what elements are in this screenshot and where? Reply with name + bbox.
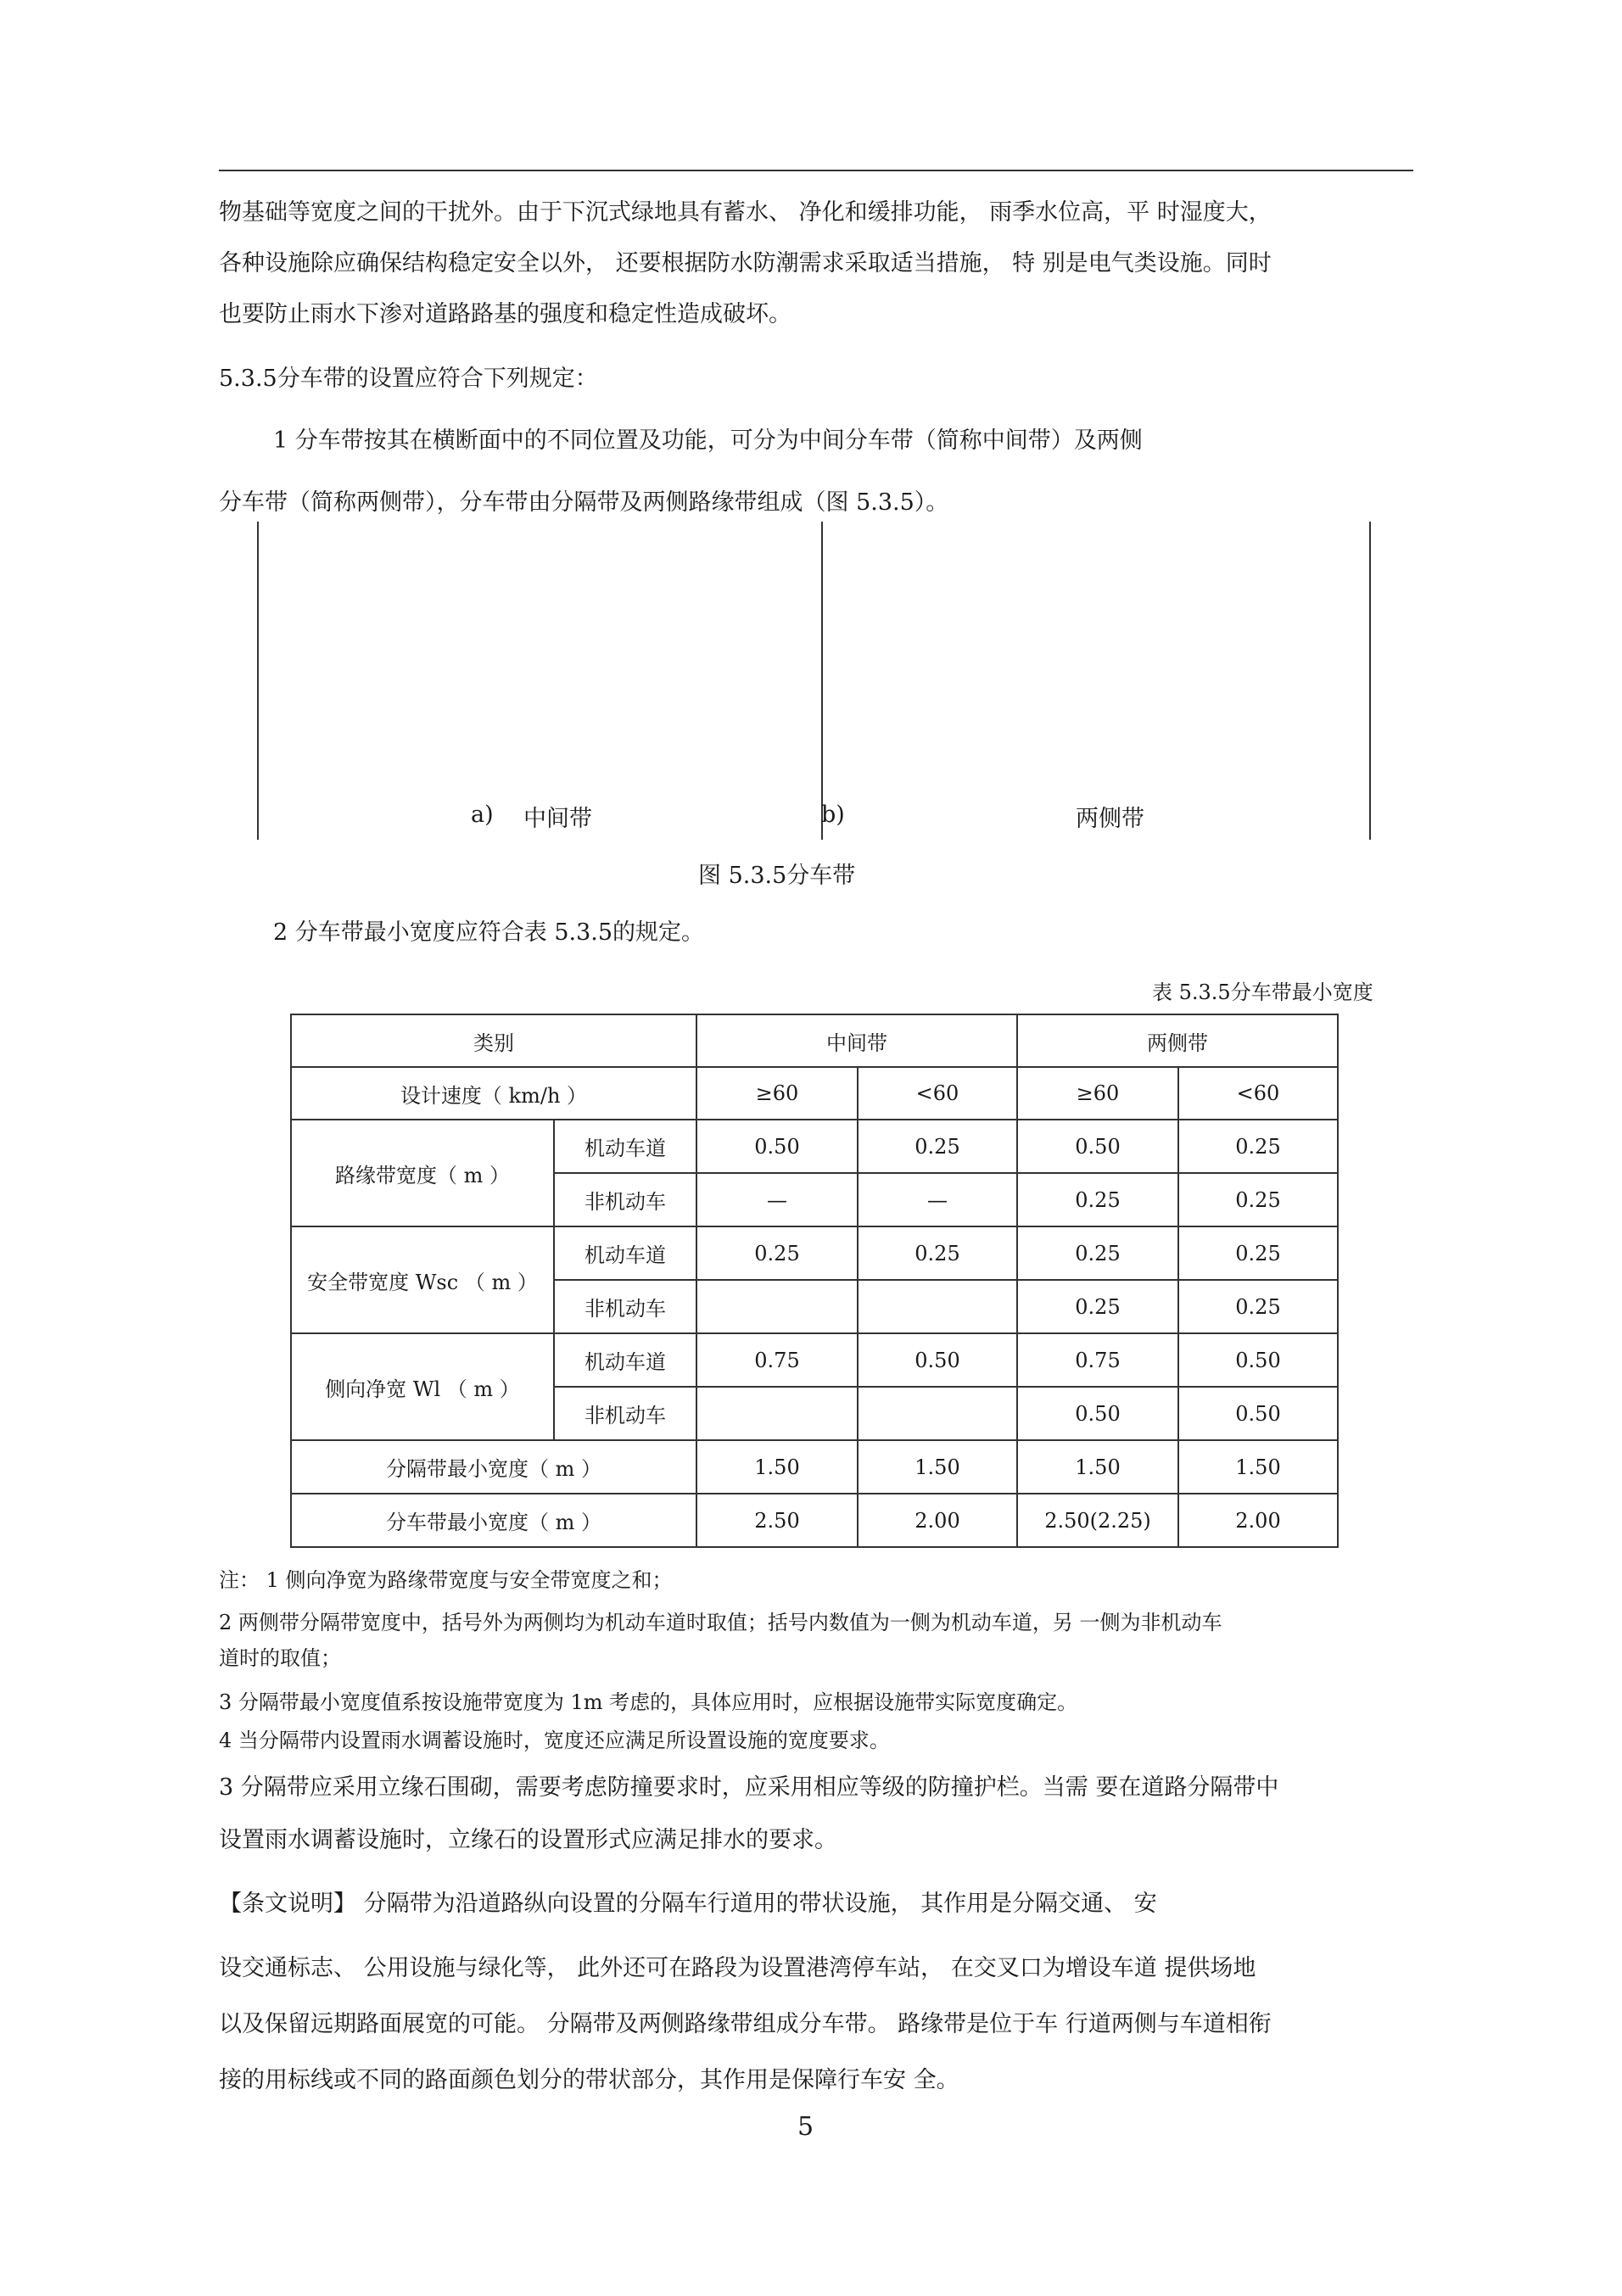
note-line: 注： 1 侧向净宽为路缘带宽度与安全带宽度之和； — [219, 1568, 673, 1592]
table-caption: 表 5.3.5分车带最小宽度 — [1152, 980, 1373, 1004]
value-cell: 0.50 — [696, 1120, 858, 1173]
value-cell: 0.75 — [1017, 1333, 1178, 1387]
total-label: 分隔带最小宽度（ m ） — [291, 1440, 696, 1494]
explanation-line: 接的用标线或不同的路面颜色划分的带状部分，其作用是保障行车安 全。 — [219, 2067, 959, 2093]
min-width-table — [290, 1014, 1339, 1548]
explanation-line: 【条文说明】 分隔带为沿道路纵向设置的分隔车行道用的带状设施， 其作用是分隔交通、 安 — [219, 1891, 1157, 1917]
header-category: 类别 — [291, 1014, 696, 1067]
figure-a-prefix: a) — [471, 802, 494, 828]
sub-label: 机动车道 — [554, 1333, 696, 1387]
value-cell: 2.50(2.25) — [1017, 1494, 1178, 1547]
note-line: 4 当分隔带内设置雨水调蓄设施时，宽度还应满足所设置设施的宽度要求。 — [219, 1729, 890, 1752]
group-label: 安全带宽度 Wsc （ m ） — [291, 1226, 554, 1333]
figure-b-prefix: b) — [821, 802, 845, 828]
item-3-line: 设置雨水调蓄设施时，立缘石的设置形式应满足排水的要求。 — [219, 1827, 837, 1853]
value-cell: 0.75 — [696, 1333, 858, 1387]
header-rule — [219, 170, 1413, 171]
header-middle: 中间带 — [696, 1014, 1017, 1067]
header-sides: 两侧带 — [1017, 1014, 1338, 1067]
value-cell: 0.25 — [1178, 1173, 1338, 1226]
paragraph-line: 各种设施除应确保结构稳定安全以外， 还要根据防水防潮需求采取适当措施， 特 别是电气类设施。同时 — [219, 250, 1272, 277]
value-cell: 1.50 — [696, 1440, 858, 1494]
clause-heading: 5.3.5分车带的设置应符合下列规定： — [219, 366, 598, 392]
speed-cell: ≥60 — [1017, 1067, 1178, 1120]
value-cell: 0.50 — [858, 1333, 1017, 1387]
sub-label: 机动车道 — [554, 1120, 696, 1173]
item-1-line: 1 分车带按其在横断面中的不同位置及功能，可分为中间分车带（简称中间带）及两侧 — [273, 427, 1143, 454]
paragraph-line: 也要防止雨水下渗对道路路基的强度和稳定性造成破坏。 — [219, 301, 791, 327]
item-2: 2 分车带最小宽度应符合表 5.3.5的规定。 — [273, 919, 705, 946]
note-line: 3 分隔带最小宽度值系按设施带宽度为 1m 考虑的，具体应用时，应根据设施带实际宽度确定。 — [219, 1690, 1078, 1714]
group-label: 路缘带宽度（ m ） — [291, 1120, 554, 1226]
figure-a-label: 中间带 — [523, 806, 592, 832]
note-line: 2 两侧带分隔带宽度中，括号外为两侧均为机动车道时取值；括号内数值为一侧为机动车道，另 一侧为非机动车 — [219, 1611, 1222, 1634]
value-cell: — — [858, 1173, 1017, 1226]
value-cell: 0.25 — [1178, 1120, 1338, 1173]
value-cell: 0.50 — [1017, 1387, 1178, 1440]
value-cell — [858, 1387, 1017, 1440]
figure-left-border — [257, 522, 259, 840]
value-cell — [858, 1280, 1017, 1333]
speed-cell: <60 — [858, 1067, 1017, 1120]
sub-label: 非机动车 — [554, 1387, 696, 1440]
paragraph-line: 物基础等宽度之间的干扰外。由于下沉式绿地具有蓄水、 净化和缓排功能， 雨季水位高，平 时湿度大， — [219, 199, 1272, 226]
value-cell: 0.25 — [858, 1226, 1017, 1280]
item-1-line: 分车带（简称两侧带），分车带由分隔带及两侧路缘带组成（图 5.3.5）。 — [219, 489, 949, 516]
speed-label: 设计速度（ km/h ） — [291, 1067, 696, 1120]
value-cell: 0.25 — [1178, 1280, 1338, 1333]
value-cell: 0.25 — [1017, 1173, 1178, 1226]
value-cell: 0.50 — [1017, 1120, 1178, 1173]
explanation-line: 以及保留远期路面展宽的可能。 分隔带及两侧路缘带组成分车带。 路缘带是位于车 行道两侧与车道相衔 — [219, 2011, 1272, 2037]
item-3-line: 3 分隔带应采用立缘石围砌，需要考虑防撞要求时，应采用相应等级的防撞护栏。当需 要在道路分隔带中 — [219, 1774, 1279, 1801]
value-cell: 0.25 — [1017, 1226, 1178, 1280]
figure-right-border — [1369, 522, 1371, 840]
sub-label: 非机动车 — [554, 1280, 696, 1333]
value-cell: 1.50 — [1017, 1440, 1178, 1494]
figure-divider — [821, 522, 823, 840]
value-cell: 1.50 — [1178, 1440, 1338, 1494]
value-cell — [696, 1280, 858, 1333]
figure-caption: 图 5.3.5分车带 — [698, 863, 856, 889]
value-cell — [696, 1387, 858, 1440]
group-label: 侧向净宽 Wl （ m ） — [291, 1333, 554, 1440]
sub-label: 非机动车 — [554, 1173, 696, 1226]
value-cell: 2.00 — [858, 1494, 1017, 1547]
sub-label: 机动车道 — [554, 1226, 696, 1280]
explanation-line: 设交通标志、 公用设施与绿化等， 此外还可在路段为设置港湾停车站， 在交叉口为增设车道 提供场地 — [219, 1955, 1256, 1981]
value-cell: 0.50 — [1178, 1333, 1338, 1387]
value-cell: 2.00 — [1178, 1494, 1338, 1547]
speed-cell: <60 — [1178, 1067, 1338, 1120]
value-cell: 0.25 — [696, 1226, 858, 1280]
figure-b-label: 两侧带 — [1076, 806, 1144, 832]
note-line: 道时的取值； — [219, 1646, 341, 1670]
value-cell: 0.25 — [1178, 1226, 1338, 1280]
value-cell: 0.25 — [858, 1120, 1017, 1173]
value-cell: — — [696, 1173, 858, 1226]
value-cell: 2.50 — [696, 1494, 858, 1547]
value-cell: 0.25 — [1017, 1280, 1178, 1333]
value-cell: 0.50 — [1178, 1387, 1338, 1440]
speed-cell: ≥60 — [696, 1067, 858, 1120]
page-number: 5 — [797, 2112, 814, 2142]
total-label: 分车带最小宽度（ m ） — [291, 1494, 696, 1547]
value-cell: 1.50 — [858, 1440, 1017, 1494]
